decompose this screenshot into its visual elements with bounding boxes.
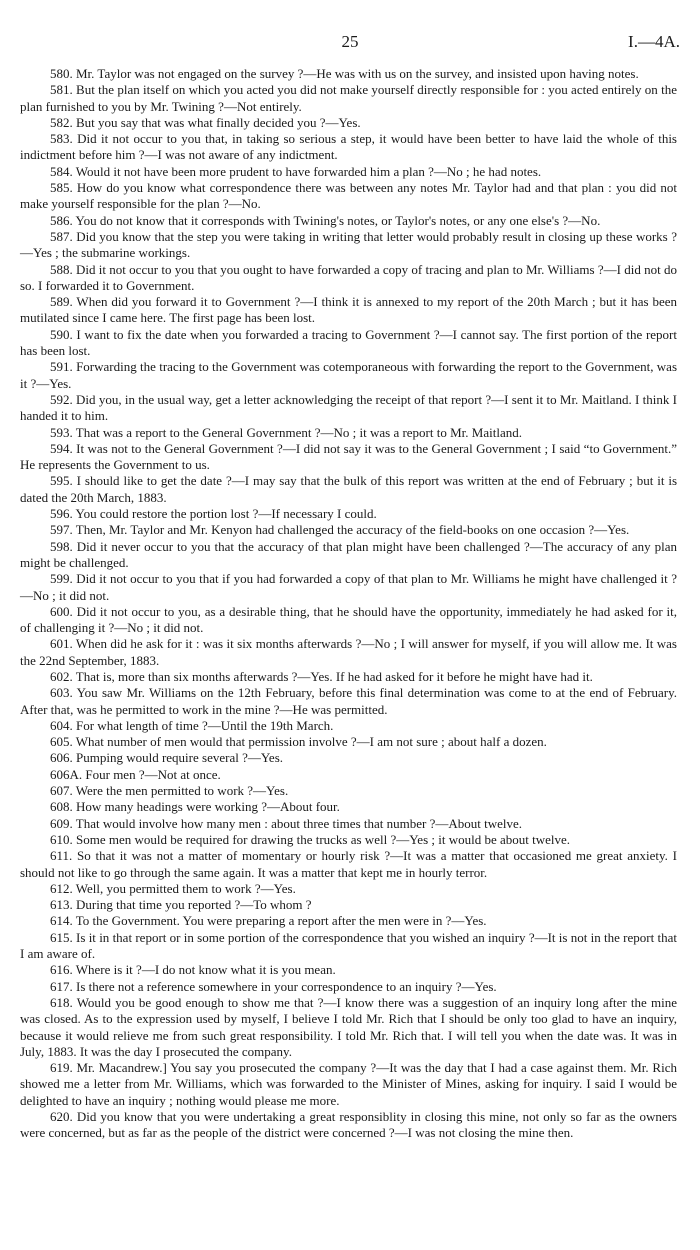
document-reference: I.—4A. xyxy=(628,32,680,51)
testimony-paragraph: 599. Did it not occur to you that if you had forwarded a copy of that plan to Mr. Williams he might have challenged it ?—No ; it did not. xyxy=(20,571,677,603)
testimony-paragraph: 606. Pumping would require several ?—Yes. xyxy=(50,750,284,766)
testimony-paragraph: 594. It was not to the General Government ?—I did not say it was to the General Government ; I said “to Government.” He represents the Government to us. xyxy=(20,440,677,473)
testimony-paragraph: 598. Did it never occur to you that the accuracy of that plan might have been challenged ?—The accuracy of any plan might be challenged. xyxy=(20,538,677,570)
testimony-paragraph: 580. Mr. Taylor was not engaged on the survey ?—He was with us on the survey, and insisted upon having notes. xyxy=(50,66,639,81)
testimony-paragraph: 597. Then, Mr. Taylor and Mr. Kenyon had challenged the accuracy of the field-books on one occasion ?—Yes. xyxy=(50,522,630,538)
testimony-paragraph: 618. Would you be good enough to show me that ?—I know there was a suggestion of an inquiry long after the mine was closed. As to the expression used by myself, I believe I told Mr. Rich that I should be only too glad to have an inquiry, because it would relieve me from such great responsibility. I told Mr. Rich that. I will tell you when the date was. It was in July, 1883. It was the day I prosecuted the company. xyxy=(20,994,677,1059)
testimony-paragraph: 587. Did you know that the step you were taking in writing that letter would probably result in closing up these works ?—Yes ; the submarine workings. xyxy=(20,228,677,261)
testimony-paragraph: 583. Did it not occur to you that, in taking so serious a step, it would have been better to have laid the whole of this indictment before him ?—I was not aware of any indictment. xyxy=(20,131,677,163)
testimony-paragraph: 612. Well, you permitted them to work ?—Yes. xyxy=(50,880,296,896)
testimony-paragraph: 586. You do not know that it corresponds with Twining's notes, or Taylor's notes, or any one else's ?—No. xyxy=(50,212,601,228)
testimony-paragraph: 588. Did it not occur to you that you ought to have forwarded a copy of tracing and plan to Mr. Williams ?—I did not do so. I forwarded it to Government. xyxy=(20,261,677,293)
testimony-paragraph: 581. But the plan itself on which you acted you did not make yourself directly responsible for : you acted entirely on the plan furnished to you by Mr. Twining ?—Not entirely. xyxy=(20,82,677,114)
testimony-paragraph: 608. How many headings were working ?—About four. xyxy=(50,799,340,815)
testimony-paragraph: 605. What number of men would that permission involve ?—I am not sure ; about half a dozen. xyxy=(50,734,547,750)
testimony-paragraph: 615. Is it in that report or in some portion of the correspondence that you wished an inquiry ?—It is not in the report that I am aware of. xyxy=(20,929,677,962)
testimony-paragraph: 591. Forwarding the tracing to the Government was cotemporaneous with forwarding the report to the Government, was it ?—Yes. xyxy=(20,359,677,391)
testimony-paragraph: 584. Would it not have been more prudent to have forwarded him a plan ?—No ; he had notes. xyxy=(50,163,542,179)
testimony-paragraph: 617. Is there not a reference somewhere in your correspondence to an inquiry ?—Yes. xyxy=(50,978,497,994)
testimony-body xyxy=(20,66,677,1142)
testimony-paragraph: 604. For what length of time ?—Until the 19th March. xyxy=(50,717,334,733)
testimony-paragraph: 611. So that it was not a matter of momentary or hourly risk ?—It was a matter that occasioned me great anxiety. I should not like to go through the same again. It was a matter that kept me in hourly terror. xyxy=(20,848,677,880)
testimony-paragraph: 600. Did it not occur to you, as a desirable thing, that he should have the opportunity, immediately he had asked for it, of challenging it ?—No ; it did not. xyxy=(20,603,677,636)
testimony-paragraph: 596. You could restore the portion lost ?—If necessary I could. xyxy=(50,506,377,522)
testimony-paragraph: 582. But you say that was what finally decided you ?—Yes. xyxy=(50,114,361,130)
testimony-paragraph: 616. Where is it ?—I do not know what it is you mean. xyxy=(50,962,336,978)
testimony-paragraph: 603. You saw Mr. Williams on the 12th February, before this final determination was come to at the end of February. After that, was he permitted to work in the mine ?—He was permitted. xyxy=(20,685,677,717)
testimony-paragraph: 590. I want to fix the date when you forwarded a tracing to Government ?—I cannot say. The first portion of the report has been lost. xyxy=(20,326,677,359)
testimony-paragraph: 602. That is, more than six months afterwards ?—Yes. If he had asked for it before he might have had it. xyxy=(50,668,593,684)
testimony-paragraph: 593. That was a report to the General Government ?—No ; it was a report to Mr. Maitland. xyxy=(50,424,522,440)
testimony-paragraph: 610. Some men would be required for drawing the trucks as well ?—Yes ; it would be about twelve. xyxy=(50,831,571,847)
testimony-paragraph: 585. How do you know what correspondence there was between any notes Mr. Taylor had and that plan : you did not make yourself responsible for the plan ?—No. xyxy=(20,180,677,212)
testimony-paragraph: 609. That would involve how many men : about three times that number ?—About twelve. xyxy=(50,815,522,831)
testimony-paragraph: 607. Were the men permitted to work ?—Yes. xyxy=(50,783,289,799)
testimony-paragraph: 619. Mr. Macandrew.] You say you prosecuted the company ?—It was the day that I had a case against them. Mr. Rich showed me a letter from Mr. Williams, which was forwarded to the Minister of Mines, asking for inquiry. I said I would be delighted to have an inquiry ; nothing would please me more. xyxy=(20,1060,677,1108)
testimony-paragraph: 613. During that time you reported ?—To whom ? xyxy=(50,897,312,913)
testimony-paragraph: 614. To the Government. You were preparing a report after the men were in ?—Yes. xyxy=(50,913,487,929)
page-header xyxy=(20,32,680,56)
testimony-paragraph: 620. Did you know that you were undertaking a great responsiblity in closing this mine, not only so far as the owners were concerned, but as far as the people of the district were concerned ?—I was not closing the mine then. xyxy=(20,1109,677,1141)
testimony-paragraph: 592. Did you, in the usual way, get a letter acknowledging the receipt of that report ?—I sent it to Mr. Maitland. I think I handed it to him. xyxy=(20,391,677,424)
testimony-paragraph: 595. I should like to get the date ?—I may say that the bulk of this report was written at the end of February ; but it is dated the 20th March, 1883. xyxy=(20,473,677,505)
page-number: 25 xyxy=(341,32,359,51)
testimony-paragraph: 606A. Four men ?—Not at once. xyxy=(50,766,221,782)
testimony-paragraph: 601. When did he ask for it : was it six months afterwards ?—No ; I will answer for myself, if you will allow me. It was the 22nd September, 1883. xyxy=(20,636,677,668)
testimony-paragraph: 589. When did you forward it to Government ?—I think it is annexed to my report of the 20th March ; but it has been mutilated since I came here. The first page has been lost. xyxy=(20,294,677,326)
